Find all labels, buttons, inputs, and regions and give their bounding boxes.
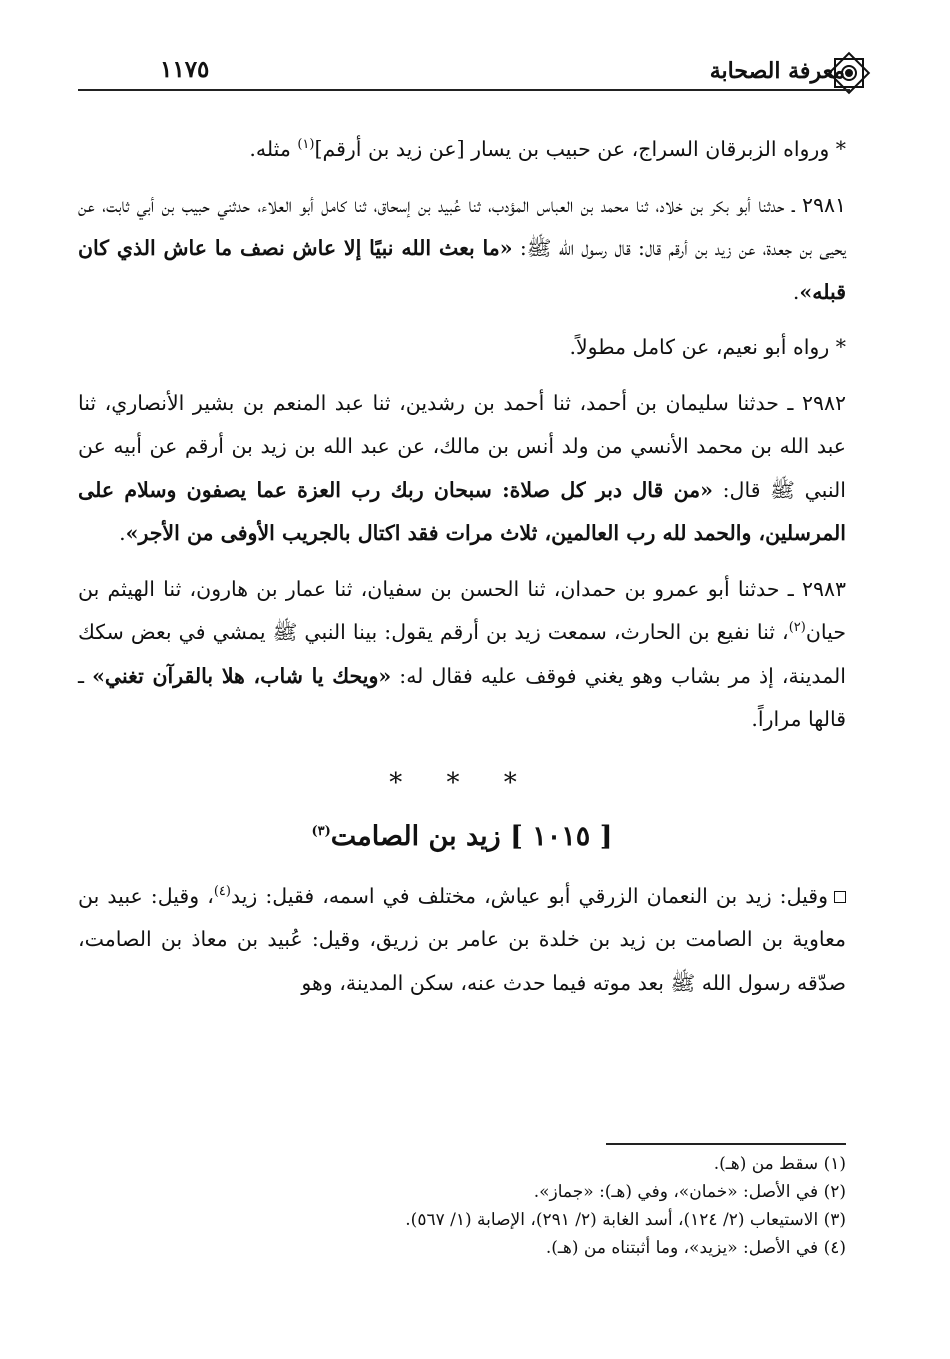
- footnotes: [78, 1150, 846, 1262]
- footnote-ref-1: (١): [297, 137, 315, 153]
- footnote-3: (٣) الاستيعاب (٢/ ١٢٤)، أسد الغابة (٢/ ٢٩١)، الإصابة (١/ ٥٦٧).: [405, 1210, 846, 1230]
- paragraph-2983: ٢٩٨٣ ـ حدثنا أبو عمرو بن حمدان، ثنا الحسن بن سفيان، ثنا عمار بن هارون، ثنا الهيثم بن حيان$^{(٢)}$، ثنا نفيع بن الحارث، سمعت زيد بن أرقم يقول: بينا النبي ﷺ يمشي في بعض سكك المدينة، إذ مر بشاب وهو يغني فوقف عليه فقال له: «ويحك يا شاب، هلا بالقرآن تغني» ـ قالها مراراً.: [78, 576, 846, 731]
- hadith-text-2982: «من قال دبر كل صلاة: سبحان ربك رب العزة عما يصفون وسلام على المرسلين، والحمد لله رب العالمين، ثلاث مرات فقد اكتال بالجريب الأوفى من الأجر»: [78, 477, 846, 545]
- main-text: [78, 128, 846, 1017]
- paragraph-1: * ورواه الزبرقان السراج، عن حبيب بن يسار [عن زيد بن أرقم]$^{(١)}$ مثله.: [249, 137, 846, 161]
- footnote-2: (٢) في الأصل: «خمان»، وفي (هـ): «جماز».: [533, 1182, 846, 1202]
- square-bullet-icon: [834, 891, 846, 903]
- page-number: ١١٧٥: [160, 56, 210, 83]
- paragraph-2981: ٢٩٨١ ـ حدثنا أبو بكر بن خلاد، ثنا محمد بن العباس المؤدب، ثنا عُبيد بن إسحاق، ثنا كامل أبو العلاء، حدثني حبيب بن أبي ثابت، عن يحيى بن جعدة، عن زيد بن أرقم قال: قال رسول الله ﷺ: «ما بعث الله نبيًا إلا عاش نصف ما عاش الذي كان قبله».: [78, 192, 847, 304]
- paragraph-3: * رواه أبو نعيم، عن كامل مطولاً.: [569, 335, 846, 359]
- footnote-4: (٤) في الأصل: «يزيد»، وما أثبتناه من (هـ).: [545, 1238, 846, 1258]
- footnote-ref-3: (٣): [311, 824, 331, 839]
- hadith-text-2981: «ما بعث الله نبيًا إلا عاش نصف ما عاش الذي كان قبله»: [78, 236, 846, 304]
- hadith-text-2983: «ويحك يا شاب، هلا بالقرآن تغني»: [92, 663, 392, 688]
- footnote-divider: [606, 1143, 846, 1145]
- paragraph-2982: ٢٩٨٢ ـ حدثنا سليمان بن أحمد، ثنا أحمد بن رشدين، ثنا عبد المنعم بن بشير الأنصاري، ثنا عبد الله بن محمد الأنسي من ولد أنس بن مالك، عن عبد الله بن زيد بن أرقم عن أبيه عن النبي ﷺ قال: «من قال دبر كل صلاة: سبحان ربك رب العزة عما يصفون وسلام على المرسلين، والحمد لله رب العالمين، ثلاث مرات فقد اكتال بالجريب الأوفى من الأجر».: [78, 390, 847, 545]
- section-separator: * * *: [389, 767, 535, 798]
- running-title: معرفة الصحابة: [709, 58, 845, 84]
- section-heading: [ ١٠١٥ ] زيد بن الصامت$^{(٣)}$: [311, 821, 613, 852]
- footnote-ref-2: (٢): [788, 620, 806, 636]
- footnote-1: (١) سقط من (هـ).: [713, 1154, 846, 1174]
- footnote-ref-4: (٤): [213, 883, 231, 899]
- paragraph-biography: وقيل: زيد بن النعمان الزرقي أبو عياش، مختلف في اسمه، فقيل: زيد$^{(٤)}$، وقيل: عبيد بن معاوية بن الصامت بن زيد بن خلدة بن عامر بن زريق، وقيل: عُبيد بن معاذ بن الصامت، صدّقه رسول الله ﷺ بعد موته فيما حدث عنه، سكن المدينة، وهو: [78, 883, 846, 995]
